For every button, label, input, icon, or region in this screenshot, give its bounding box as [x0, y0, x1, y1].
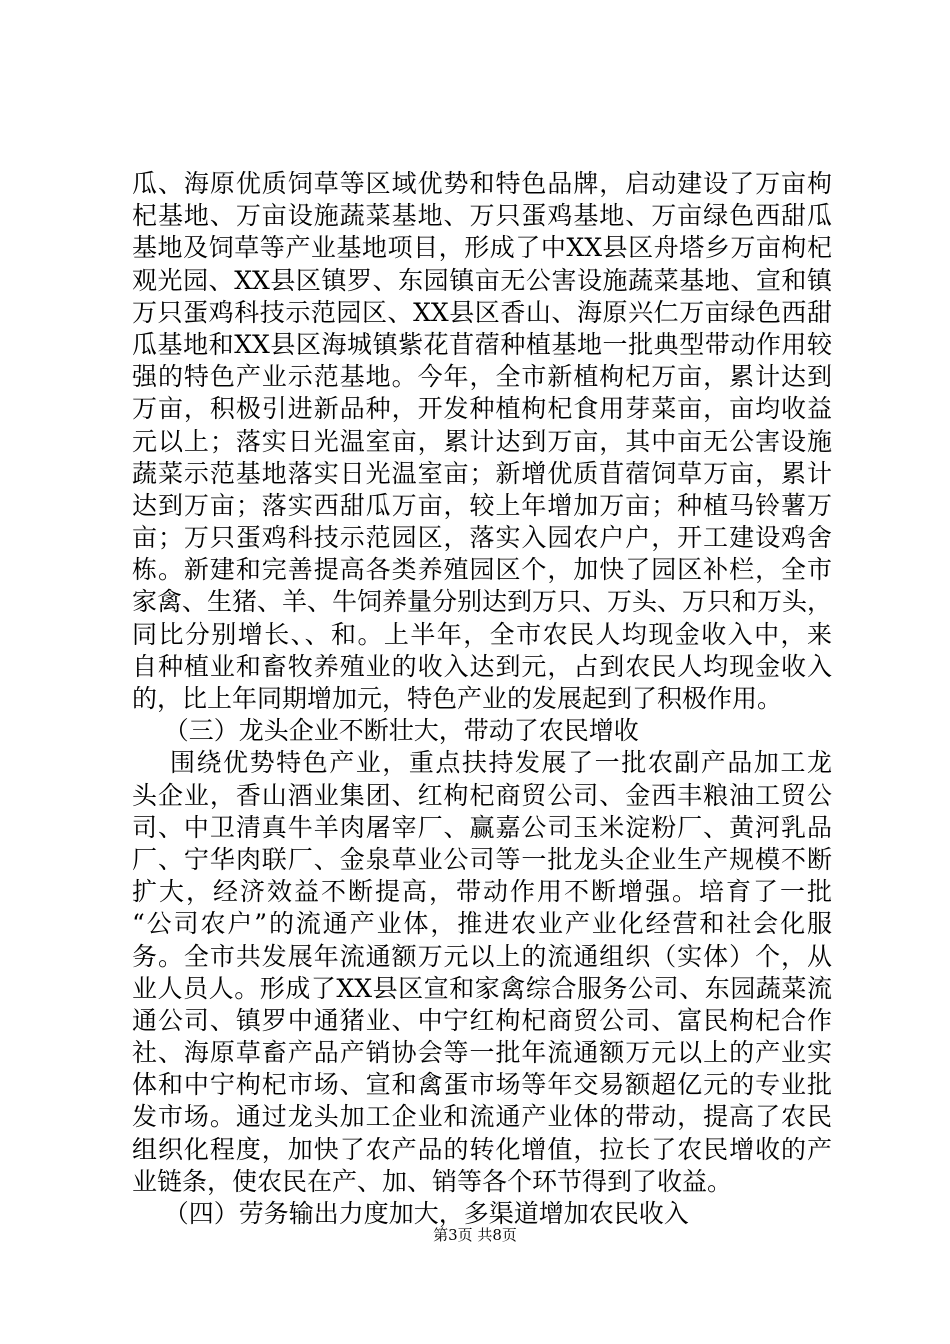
text-line: 业链条，使农民在产、加、销等各个环节得到了收益。 — [132, 1166, 733, 1196]
text-line: 亩；万只蛋鸡科技示范园区，落实入园农户户，开工建设鸡舍 — [132, 523, 832, 553]
text-line: 瓜基地和XX县区海城镇紫花苜蓿种植基地一批典型带动作用较 — [132, 329, 832, 359]
text-line: 基地及饲草等产业基地项目，形成了中XX县区舟塔乡万亩枸杞 — [132, 233, 832, 263]
text-line: 通公司、镇罗中通猪业、中宁红枸杞商贸公司、富民枸杞合作 — [132, 1005, 832, 1035]
text-line: 司、中卫清真牛羊肉屠宰厂、赢嘉公司玉米淀粉厂、黄河乳品 — [132, 812, 832, 842]
text-line: 瓜、海原优质饲草等区域优势和特色品牌，启动建设了万亩枸 — [132, 169, 832, 198]
text-line: 发市场。通过龙头加工企业和流通产业体的带动，提高了农民 — [132, 1102, 832, 1132]
text-line: 万亩，积极引进新品种，开发种植枸杞食用芽菜亩，亩均收益 — [132, 394, 832, 424]
text-line: （三）龙头企业不断壮大，带动了农民增收 — [132, 716, 639, 746]
text-line: 蔬菜示范基地落实日光温室亩；新增优质苜蓿饲草万亩，累计 — [132, 458, 832, 488]
text-line: 强的特色产业示范基地。今年，全市新植枸杞万亩，累计达到 — [132, 362, 832, 392]
text-line: 业人员人。形成了XX县区宣和家禽综合服务公司、东园蔬菜流 — [132, 973, 832, 1003]
text-line: 观光园、XX县区镇罗、东园镇亩无公害设施蔬菜基地、宣和镇 — [132, 265, 832, 295]
text-line: 杞基地、万亩设施蔬菜基地、万只蛋鸡基地、万亩绿色西甜瓜 — [132, 201, 832, 231]
text-line: 扩大，经济效益不断提高，带动作用不断增强。培育了一批 — [132, 877, 832, 907]
document-body — [132, 168, 832, 1230]
text-line: 的，比上年同期增加元，特色产业的发展起到了积极作用。 — [132, 684, 783, 713]
text-line: 围绕优势特色产业，重点扶持发展了一批农副产品加工龙 — [132, 748, 832, 778]
text-line: 社、海原草畜产品产销协会等一批年流通额万元以上的产业实 — [132, 1038, 832, 1068]
text-line: 头企业，香山酒业集团、红枸杞商贸公司、金西丰粮油工贸公 — [132, 780, 832, 810]
text-line: 组织化程度，加快了农产品的转化增值，拉长了农民增收的产 — [132, 1134, 832, 1164]
text-line: 元以上；落实日光温室亩，累计达到万亩，其中亩无公害设施 — [132, 426, 832, 456]
text-line: 自种植业和畜牧养殖业的收入达到元，占到农民人均现金收入 — [132, 651, 832, 681]
page-footer: 第3页 共8页 — [433, 1226, 517, 1244]
text-line: 同比分别增长、、和。上半年，全市农民人均现金收入中，来 — [132, 619, 832, 649]
text-line: （四）劳务输出力度加大，多渠道增加农民收入 — [132, 1199, 689, 1228]
text-line: 达到万亩；落实西甜瓜万亩，较上年增加万亩；种植马铃薯万 — [132, 490, 832, 520]
text-line: 栋。新建和完善提高各类养殖园区个，加快了园区补栏，全市 — [132, 555, 832, 585]
text-line: 务。全市共发展年流通额万元以上的流通组织（实体）个，从 — [132, 941, 832, 971]
text-line: 厂、宁华肉联厂、金泉草业公司等一批龙头企业生产规模不断 — [132, 844, 832, 874]
text-line: 家禽、生猪、羊、牛饲养量分别达到万只、万头、万只和万头， — [132, 587, 833, 617]
text-line: 体和中宁枸杞市场、宣和禽蛋市场等年交易额超亿元的专业批 — [132, 1070, 832, 1100]
text-line: 万只蛋鸡科技示范园区、XX县区香山、海原兴仁万亩绿色西甜 — [132, 297, 832, 327]
text-line: “公司农户”的流通产业体，推进农业产业化经营和社会化服 — [132, 909, 832, 939]
